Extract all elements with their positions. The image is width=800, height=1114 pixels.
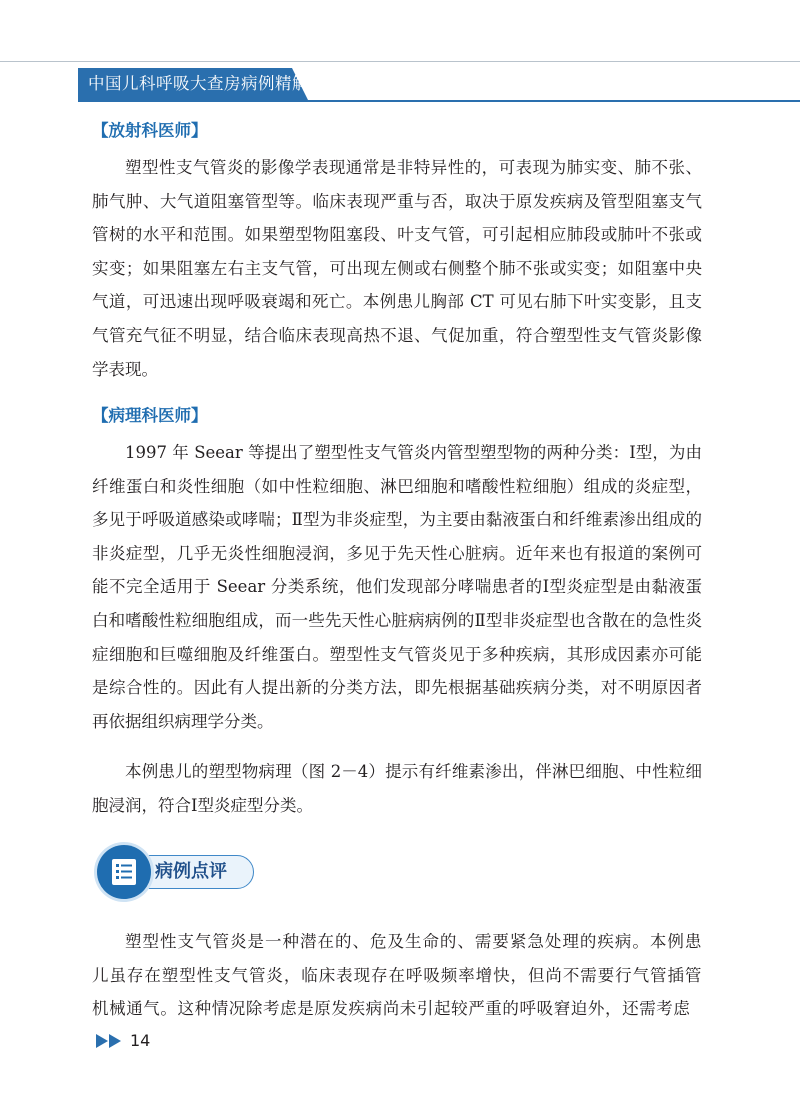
- running-header-title: 中国儿科呼吸大查房病例精解: [88, 74, 309, 93]
- section-label-pathologist: 【病理科医师】: [92, 406, 208, 425]
- double-chevron-right-icon: [96, 1034, 124, 1048]
- pathologist-paragraph-2: 本例患儿的塑型物病理（图 2－4）提示有纤维素渗出，伴淋巴细胞、中性粒细胞浸润，符合Ⅰ型炎症型分类。: [92, 762, 702, 815]
- case-review-badge: [97, 842, 257, 902]
- document-list-icon: [111, 858, 137, 886]
- review-paragraph: 塑型性支气管炎是一种潜在的、危及生命的、需要紧急处理的疾病。本例患儿虽存在塑型性支气管炎，临床表现存在呼吸频率增快，但尚不需要行气管插管机械通气。这种情况除考虑是原发疾病尚未引起较严重的呼吸窘迫外，还需考虑: [92, 932, 702, 1019]
- pathologist-paragraph-1: 1997 年 Seear 等提出了塑型性支气管炎内管型塑型物的两种分类：Ⅰ型，为由纤维蛋白和炎性细胞（如中性粒细胞、淋巴细胞和嗜酸性粒细胞）组成的炎症型，多见于呼吸道感染或哮喘；Ⅱ型为非炎症型，为主要由黏液蛋白和纤维素渗出组成的非炎症型，几乎无炎性细胞浸润，多见于先天性心脏病。近年来也有报道的案例可能不完全适用于 Seear 分类系统，他们发现部分哮喘患者的Ⅰ型炎症型是由黏液蛋白和嗜酸性粒细胞组成，而一些先天性心脏病病例的Ⅱ型非炎症型也含散在的急性炎症细胞和巨噬细胞及纤维蛋白。塑型性支气管炎见于多种疾病，其形成因素亦可能是综合性的。因此有人提出新的分类方法，即先根据基础疾病分类，对不明原因者再依据组织病理学分类。: [92, 443, 702, 731]
- top-divider: [0, 61, 800, 62]
- section-label-radiologist: 【放射科医师】: [92, 121, 208, 140]
- page-number: 14: [130, 1031, 151, 1050]
- badge-circle: [97, 845, 151, 899]
- header-divider: [78, 100, 800, 102]
- case-review-label: 病例点评: [155, 861, 227, 882]
- radiologist-paragraph: 塑型性支气管炎的影像学表现通常是非特异性的，可表现为肺实变、肺不张、肺气肿、大气道阻塞管型等。临床表现严重与否，取决于原发疾病及管型阻塞支气管树的水平和范围。如果塑型物阻塞段、叶支气管，可引起相应肺段或肺叶不张或实变；如果阻塞左右主支气管，可出现左侧或右侧整个肺不张或实变；如阻塞中央气道，可迅速出现呼吸衰竭和死亡。本例患儿胸部 CT 可见右肺下叶实变影，且支气管充气征不明显，结合临床表现高热不退、气促加重，符合塑型性支气管炎影像学表现。: [92, 158, 702, 379]
